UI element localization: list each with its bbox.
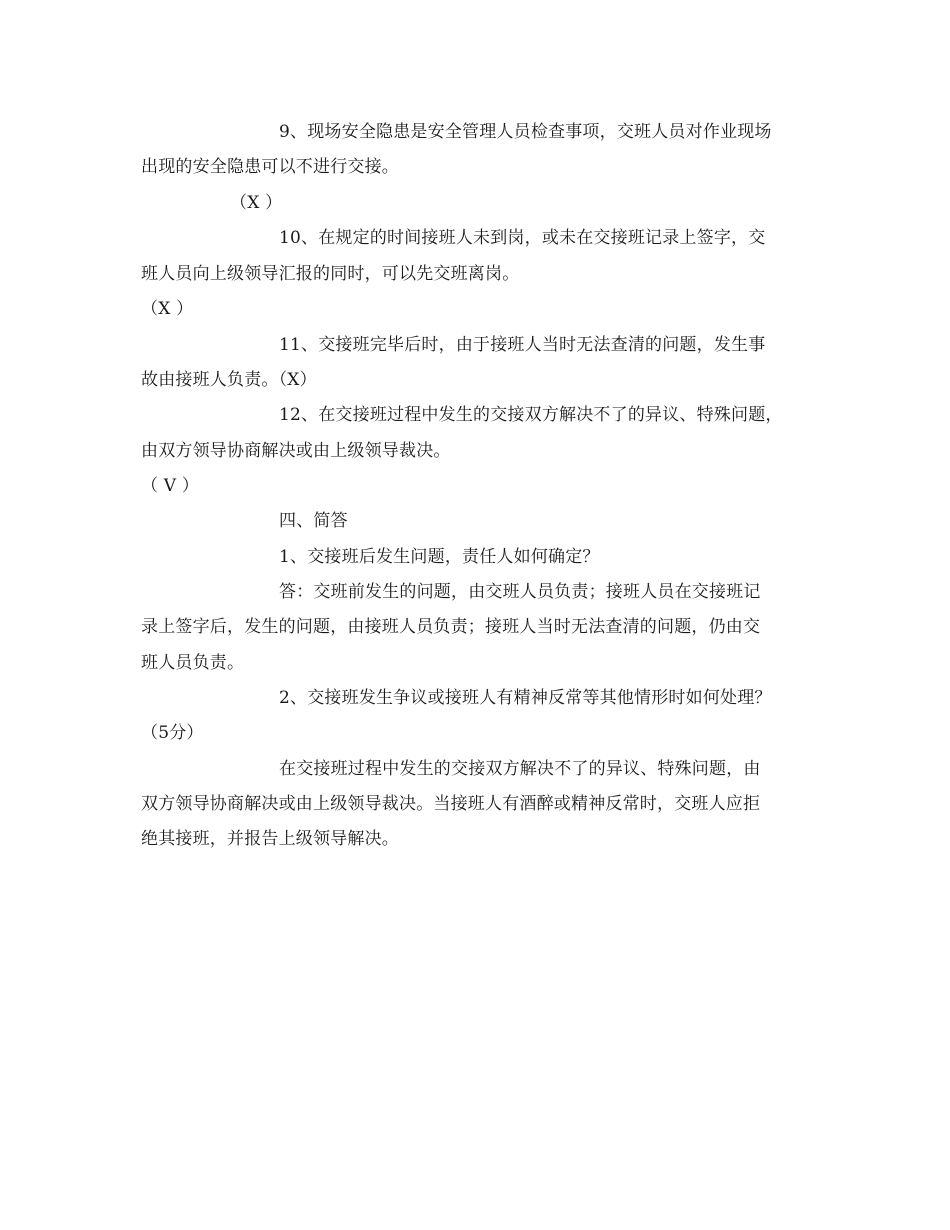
short-answer-2-line-2: 双方领导协商解决或由上级领导裁决。当接班人有酒醉或精神反常时，交班人应拒 <box>141 794 761 814</box>
short-answer-1-line-3: 班人员负责。 <box>141 653 245 673</box>
q9-answer: （X ） <box>230 193 283 213</box>
q12-answer: （ V ） <box>141 476 200 496</box>
q9-line-2: 出现的安全隐患可以不进行交接。 <box>141 157 399 177</box>
short-answer-2-question: 2、交接班发生争议或接班人有精神反常等其他情形时如何处理？ <box>279 688 772 708</box>
q10-line-1: 10、在规定的时间接班人未到岗，或未在交接班记录上签字，交 <box>279 228 766 248</box>
section-heading: 四、简答 <box>279 511 348 531</box>
short-answer-2-line-3: 绝其接班，并报告上级领导解决。 <box>141 829 399 849</box>
q12-line-1: 12、在交接班过程中发生的交接双方解决不了的异议、特殊问题， <box>279 405 783 425</box>
q10-line-2: 班人员向上级领导汇报的同时，可以先交班离岗。 <box>141 264 520 284</box>
q10-answer: （X ） <box>141 299 194 319</box>
short-answer-1-question: 1、交接班后发生问题，责任人如何确定？ <box>279 547 600 567</box>
q11-line-1: 11、交接班完毕后时，由于接班人当时无法查清的问题，发生事 <box>279 335 766 355</box>
short-answer-1-line-1: 答：交班前发生的问题，由交班人员负责；接班人员在交接班记 <box>279 582 761 602</box>
q11-line-2: 故由接班人负责。（X） <box>141 370 317 390</box>
short-answer-2-line-1: 在交接班过程中发生的交接双方解决不了的异议、特殊问题，由 <box>279 759 761 779</box>
short-answer-1-line-2: 录上签字后，发生的问题，由接班人员负责；接班人当时无法查清的问题，仍由交 <box>141 617 761 637</box>
q9-line-1: 9、现场安全隐患是安全管理人员检查事项，交班人员对作业现场 <box>279 122 772 142</box>
q12-line-2: 由双方领导协商解决或由上级领导裁决。 <box>141 441 451 461</box>
short-answer-2-score: （5分） <box>141 723 204 743</box>
